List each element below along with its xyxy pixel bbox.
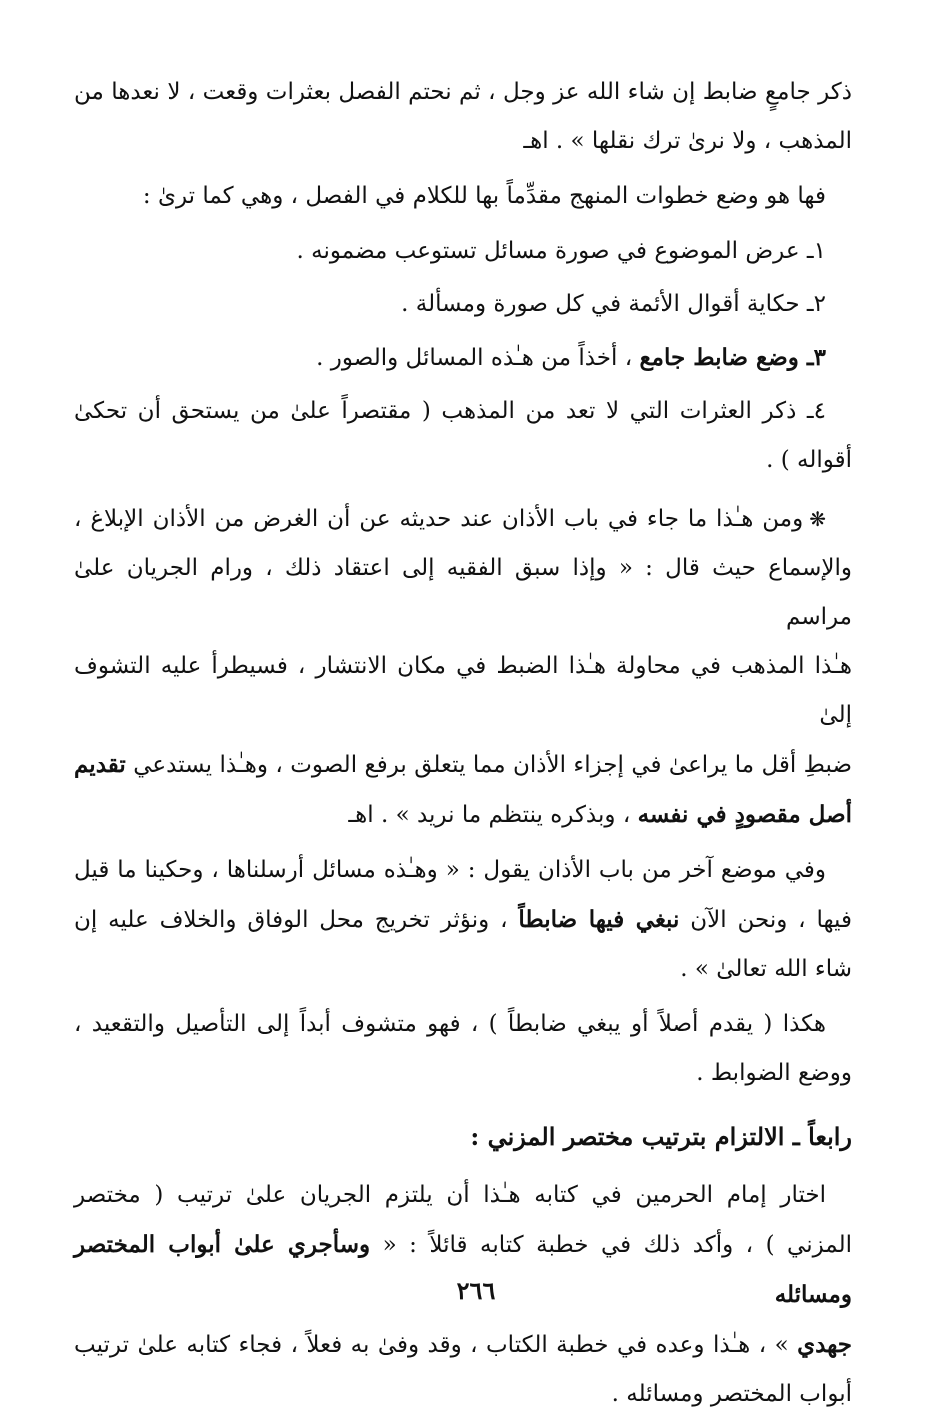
adhan-paragraph bbox=[74, 495, 852, 840]
list-item bbox=[74, 280, 826, 329]
text-line: أقواله ) . bbox=[766, 447, 852, 473]
list-item-bold-text: ٣ـ وضع ضابط جامع bbox=[639, 344, 826, 371]
text-line: شاء الله تعالىٰ » . bbox=[680, 956, 852, 982]
asterism-icon: ❋ bbox=[809, 507, 826, 531]
text-line: هـٰذا المذهب في محاولة هـٰذا الضبط في مكان الانتشار ، فسيطرأ عليه التشوف إلىٰ bbox=[74, 653, 852, 728]
thus-paragraph bbox=[74, 1000, 852, 1098]
method-paragraph bbox=[74, 172, 852, 221]
bold-text: أصل مقصودٍ في نفسه bbox=[637, 801, 852, 828]
list-item-text: ٢ـ حكاية أقوال الأئمة في كل صورة ومسألة . bbox=[401, 291, 826, 317]
bold-text: تقديم bbox=[74, 751, 126, 778]
text-line: والإسماع حيث قال : « وإذا سبق الفقيه إلى اعتقاد ذلك ، ورام الجريان علىٰ مراسم bbox=[74, 555, 852, 630]
text-line: فها هو وضع خطوات المنهج مقدِّماً بها للكلام في الفصل ، وهي كما ترىٰ : bbox=[142, 183, 826, 209]
text-line bbox=[74, 895, 852, 945]
text-line bbox=[74, 495, 852, 544]
text-line: ذكر جامعٍ ضابط إن شاء الله عز وجل ، ثم نحتم الفصل بعثرات وقعت ، لا نعدها من bbox=[74, 79, 852, 105]
intro-paragraph bbox=[74, 68, 852, 166]
text-span: المزني ) ، وأكد ذلك في خطبة كتابه قائلاً : « bbox=[370, 1232, 852, 1258]
text-line: المذهب ، ولا نرىٰ ترك نقلها » . اهـ bbox=[523, 128, 852, 154]
text-span: ومن هـٰذا ما جاء في باب الأذان عند حديثه عن أن الغرض من الأذان الإبلاغ ، bbox=[74, 506, 804, 532]
text-line: أبواب المختصر ومسائله . bbox=[611, 1381, 852, 1407]
text-line bbox=[74, 1320, 852, 1370]
text-line: هكذا ( يقدم أصلاً أو يبغي ضابطاً ) ، فهو متشوف أبداً إلى التأصيل والتقعيد ، bbox=[74, 1011, 826, 1037]
list-item bbox=[74, 333, 826, 383]
other-place-paragraph bbox=[74, 846, 852, 994]
text-line bbox=[74, 1220, 852, 1320]
list-item bbox=[74, 387, 852, 485]
bold-text: جهدي bbox=[797, 1331, 852, 1358]
text-line bbox=[74, 790, 852, 840]
text-span: » ، هـٰذا وعده في خطبة الكتاب ، وقد وفىٰ به فعلاً ، فجاء كتابه علىٰ ترتيب bbox=[74, 1332, 798, 1358]
text-line: ٤ـ ذكر العثرات التي لا تعد من المذهب ( مقتصراً علىٰ من يستحق أن تحكىٰ bbox=[74, 398, 826, 424]
document-page bbox=[74, 68, 852, 1425]
list-item-text: ١ـ عرض الموضوع في صورة مسائل تستوعب مضمونه . bbox=[296, 238, 826, 264]
text-span: ضبطِ أقل ما يراعىٰ في إجزاء الأذان مما يتعلق برفع الصوت ، وهـٰذا يستدعي bbox=[133, 752, 852, 778]
bold-text: نبغي فيها ضابطاً bbox=[518, 906, 680, 933]
text-line: اختار إمام الحرمين في كتابه هـٰذا أن يلتزم الجريان علىٰ ترتيب ( مختصر bbox=[74, 1182, 826, 1208]
bold-text: وسأجري علىٰ أبواب المختصر ومسائله bbox=[74, 1231, 852, 1308]
text-span: ، ونؤثر تخريج محل الوفاق والخلاف عليه إن bbox=[74, 907, 519, 933]
text-span: فيها ، ونحن الآن bbox=[679, 907, 852, 933]
list-item-text: ، أخذاً من هـٰذه المسائل والصور . bbox=[316, 345, 640, 371]
page-number: ٢٦٦ bbox=[456, 1276, 496, 1305]
text-line: ووضع الضوابط . bbox=[696, 1060, 852, 1086]
text-line: وفي موضع آخر من باب الأذان يقول : « وهـٰذه مسائل أرسلناها ، وحكينا ما قيل bbox=[74, 857, 826, 883]
list-item bbox=[74, 227, 826, 276]
section-heading: رابعاً ـ الالتزام بترتيب مختصر المزني : bbox=[470, 1122, 852, 1151]
text-line bbox=[74, 740, 852, 790]
text-span: ، وبذكره ينتظم ما نريد » . اهـ bbox=[348, 802, 638, 828]
